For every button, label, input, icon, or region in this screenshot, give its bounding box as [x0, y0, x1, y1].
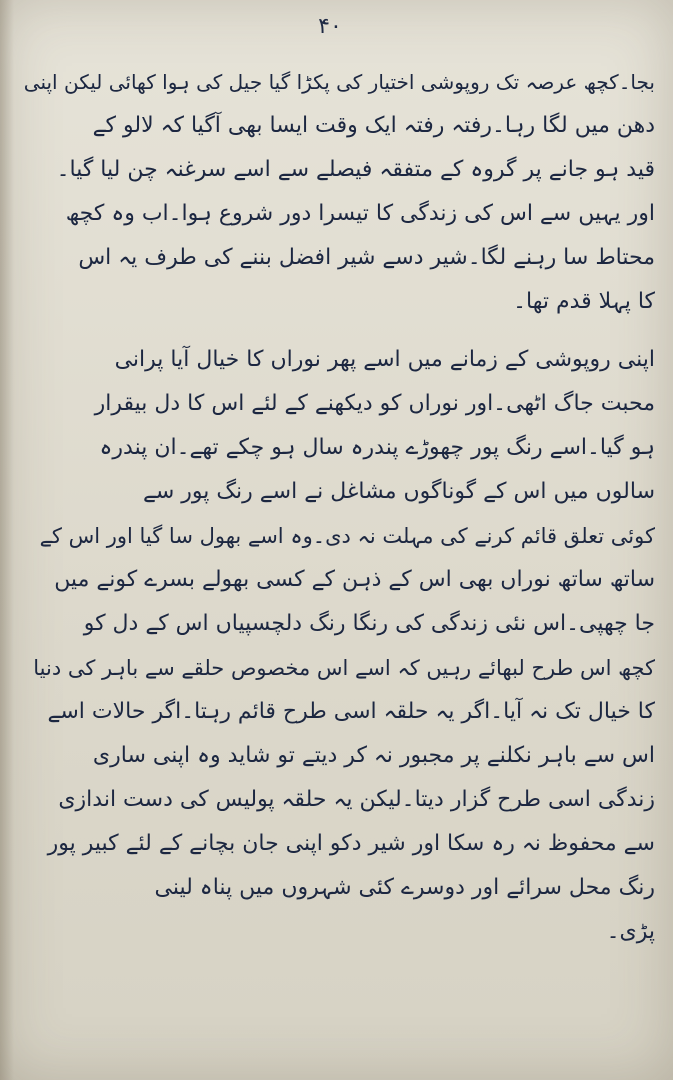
text-line: محتاط سا رہنے لگا۔شیر دسے شیر افضل بننے کی طرف یہ اس [78, 245, 655, 270]
paragraph-end-line: پڑی۔ [606, 919, 655, 944]
handwritten-text-block [20, 60, 655, 954]
text-line: محبت جاگ اٹھی۔اور نوراں کو دیکھنے کے لئے اس کا دل بیقرار [94, 391, 655, 416]
text-line: سے محفوظ نہ رہ سکا اور شیر دکو اپنی جان بچانے کے لئے کبیر پور [47, 831, 655, 856]
text-line: رنگ محل سرائے اور دوسرے کئی شہروں میں پناہ لینی [154, 875, 655, 900]
text-line: کچھ اس طرح لبھائے رہیں کہ اسے اس مخصوص حلقے سے باہر کی دنیا [33, 656, 655, 680]
text-line: کوئی تعلق قائم کرنے کی مہلت نہ دی۔وہ اسے بھول سا گیا اور اس کے [39, 524, 655, 548]
text-line: کا خیال تک نہ آیا۔اگر یہ حلقہ اسی طرح قائم رہتا۔اگر حالات اسے [47, 699, 655, 724]
text-line: بجا۔کچھ عرصہ تک روپوشی اختیار کی پکڑا گیا جیل کی ہوا کھائی لیکن اپنی [23, 70, 655, 94]
text-line: جا چھپی۔اس نئی زندگی کی رنگا رنگ دلچسپیاں اس کے دل کو [83, 611, 655, 636]
page-edge-shadow [0, 0, 14, 1080]
paragraph-start-line: اپنی روپوشی کے زمانے میں اسے پھر نوراں کا خیال آیا پرانی [114, 347, 655, 372]
text-line: اس سے باہر نکلنے پر مجبور نہ کر دیتے تو شاید وہ اپنی ساری [92, 743, 655, 768]
text-line: اور یہیں سے اس کی زندگی کا تیسرا دور شروع ہوا۔اب وہ کچھ [65, 201, 655, 226]
text-line: ساتھ ساتھ نوراں بھی اس کے ذہن کے کسی بھولے بسرے کونے میں [54, 567, 655, 592]
text-line: دھن میں لگا رہا۔رفتہ رفتہ ایک وقت ایسا بھی آگیا کہ لالو کے [92, 113, 655, 138]
text-line: قید ہو جانے پر گروہ کے متفقہ فیصلے سے اسے سرغنہ چن لیا گیا۔ [56, 157, 655, 182]
paragraph-end-line: کا پہلا قدم تھا۔ [513, 289, 655, 314]
text-line: ہو گیا۔اسے رنگ پور چھوڑے پندرہ سال ہو چکے تھے۔ان پندرہ [99, 435, 655, 460]
text-line: زندگی اسی طرح گزار دیتا۔لیکن یہ حلقہ پولیس کی دست اندازی [58, 787, 655, 812]
page-number: ۴۰ [318, 14, 342, 39]
text-line: سالوں میں اس کے گوناگوں مشاغل نے اسے رنگ پور سے [142, 479, 655, 504]
paragraph-gap [20, 324, 655, 338]
